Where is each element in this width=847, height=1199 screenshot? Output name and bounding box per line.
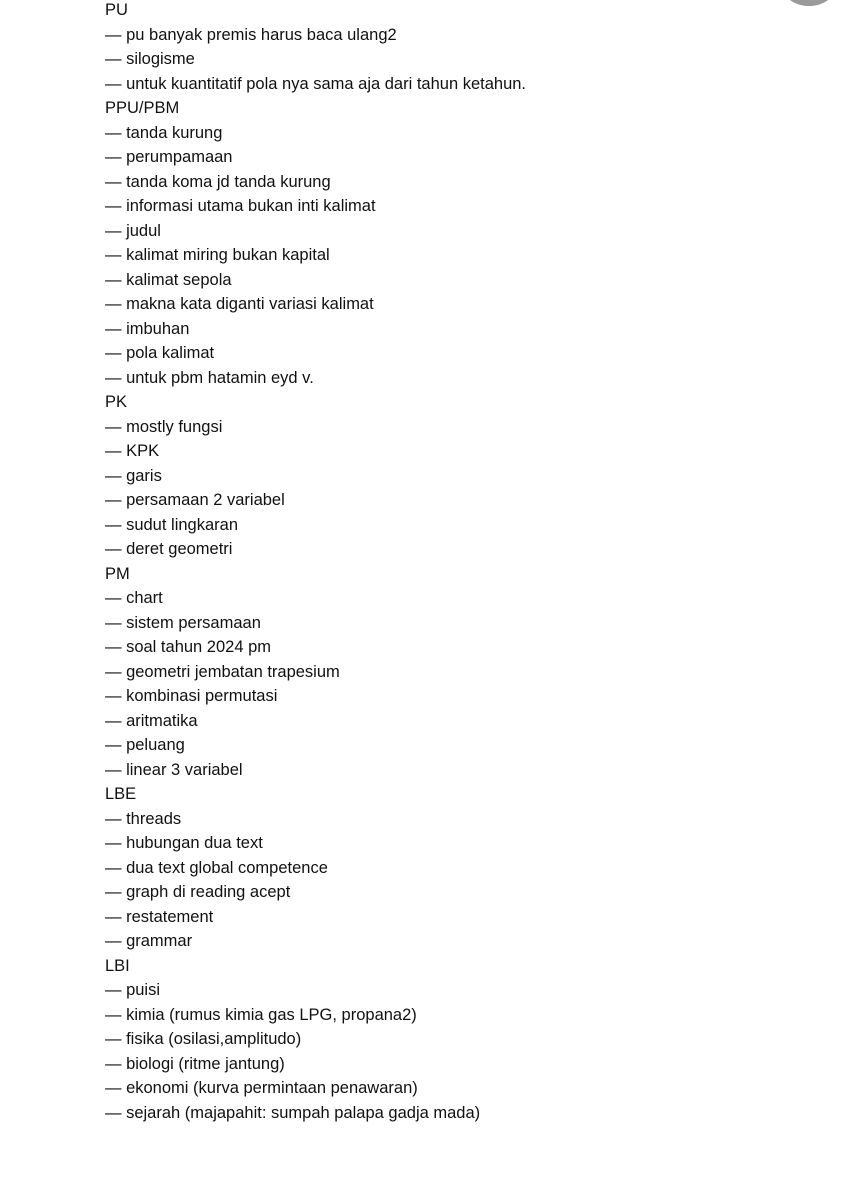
list-item: — kombinasi permutasi	[105, 687, 278, 705]
list-item: — perumpamaan	[105, 148, 233, 166]
section-heading: PK	[105, 393, 128, 411]
list-item: — peluang	[105, 736, 185, 754]
list-item: — pu banyak premis harus baca ulang2	[105, 25, 397, 44]
list-item: — aritmatika	[105, 711, 198, 730]
list-item: — tanda kurung	[105, 123, 223, 142]
list-item: — kalimat miring bukan kapital	[105, 246, 330, 264]
list-item: — garis	[105, 466, 162, 485]
list-item: — deret geometri	[105, 540, 233, 558]
list-item: — hubungan dua text	[105, 834, 263, 852]
list-item: — persamaan 2 variabel	[105, 491, 285, 509]
list-item: — pola kalimat	[105, 344, 215, 362]
section-heading: PM	[105, 564, 130, 583]
list-item: — kalimat sepola	[105, 270, 232, 289]
section-heading: LBI	[105, 956, 130, 975]
section-heading: LBE	[105, 785, 137, 803]
list-item: — sistem persamaan	[105, 613, 261, 632]
list-item: — untuk kuantitatif pola nya sama aja dari tahun ketahun.	[105, 74, 527, 93]
list-item: — puisi	[105, 981, 161, 999]
list-item: — threads	[105, 809, 182, 828]
notes-document	[105, 0, 825, 1125]
list-item: — sudut lingkaran	[105, 515, 238, 534]
list-item: — sejarah (majapahit: sumpah palapa gadja mada)	[105, 1103, 481, 1122]
list-item: — informasi utama bukan inti kalimat	[105, 197, 376, 215]
list-item: — judul	[105, 221, 161, 240]
list-item: — restatement	[105, 907, 214, 926]
list-item: — makna kata diganti variasi kalimat	[105, 295, 374, 313]
list-item: — soal tahun 2024 pm	[105, 638, 272, 656]
list-item: — silogisme	[105, 50, 195, 68]
list-item: — dua text global competence	[105, 858, 328, 877]
list-item: — biologi (ritme jantung)	[105, 1054, 285, 1073]
list-item: — linear 3 variabel	[105, 760, 243, 779]
section-heading: PPU/PBM	[105, 99, 180, 117]
list-item: — mostly fungsi	[105, 417, 223, 436]
section-heading: PU	[105, 1, 128, 19]
list-item: — chart	[105, 589, 163, 607]
list-item: — kimia (rumus kimia gas LPG, propana2)	[105, 1005, 417, 1024]
list-item: — fisika (osilasi,amplitudo)	[105, 1030, 302, 1048]
list-item: — imbuhan	[105, 319, 190, 338]
list-item: — tanda koma jd tanda kurung	[105, 172, 331, 191]
list-item: — ekonomi (kurva permintaan penawaran)	[105, 1079, 418, 1097]
list-item: — grammar	[105, 932, 193, 950]
list-item: — KPK	[105, 442, 160, 460]
list-item: — untuk pbm hatamin eyd v.	[105, 368, 314, 387]
list-item: — graph di reading acept	[105, 883, 291, 901]
list-item: — geometri jembatan trapesium	[105, 662, 340, 681]
